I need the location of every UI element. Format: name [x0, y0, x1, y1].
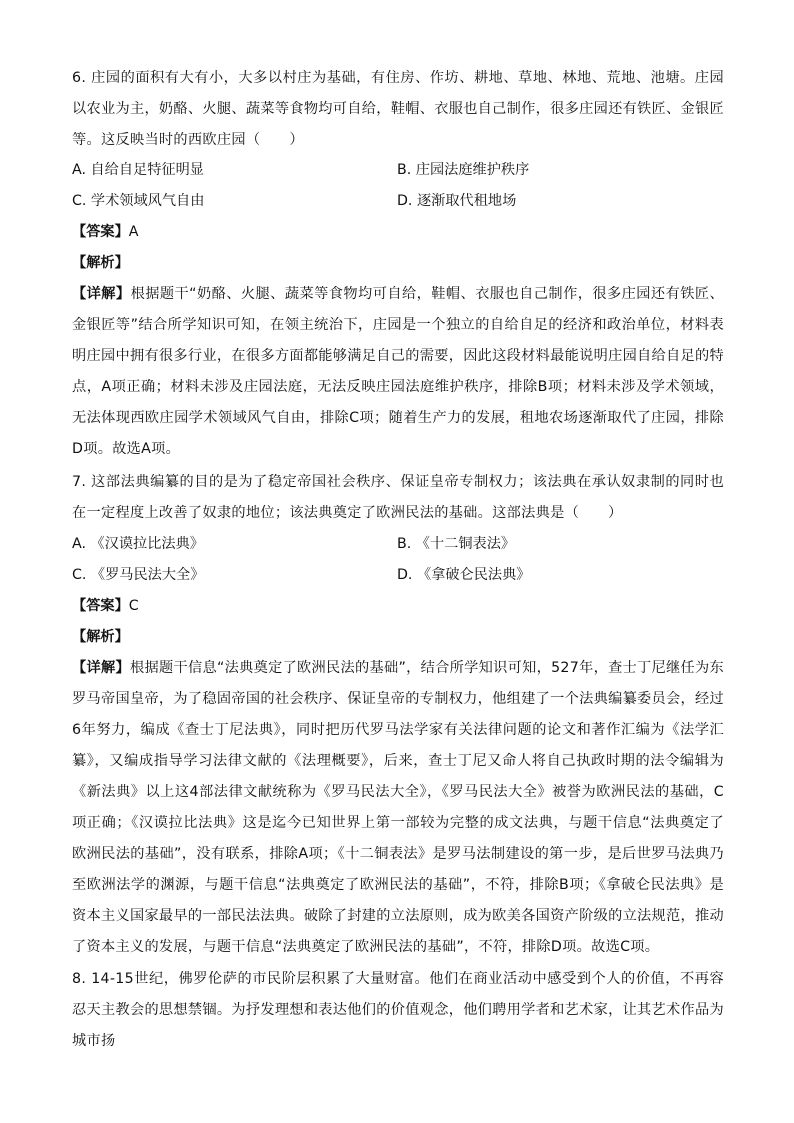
q6-option-a: A. 自给自足特征明显 — [72, 162, 204, 178]
q7-detail: 根据题干信息“法典奠定了欧洲民法的基础”，结合所学知识可知，527年，查士丁尼继任为东罗马帝国皇帝，为了稳固帝国的社会秩序、保证皇帝的专制权力，他组建了一个法典编纂委员会，经过6年努力，编成《查士丁尼法典》，同时把历代罗马法学家有关法律问题的论文和著作汇编为《法学汇纂》，又编成指导学习法律文献的《法理概要》，后来，查士丁尼又命人将自己执政时期的法令编辑为《新法典》以上这4部法律文献统称为《罗马民法大全》，《罗马民法大全》被誉为欧洲民法的基础，C项正确；《汉谟拉比法典》这是迄今已知世界上第一部较为完整的成文法典，与题干信息“法典奠定了欧洲民法的基础”，没有联系，排除A项；《十二铜表法》是罗马法制建设的第一步，是后世罗马法典乃至欧洲法学的渊源，与题干信息“法典奠定了欧洲民法的基础”，不符，排除B项；《拿破仑民法典》是资本主义国家最早的一部民法法典。破除了封建的立法原则，成为欧美各国资产阶级的立法规范，推动了资本主义的发展，与题干信息“法典奠定了欧洲民法的基础”，不符，排除D项。故选C项。 — [72, 660, 725, 955]
q7-detail-paragraph — [72, 653, 724, 963]
q7-analysis-label: 【解析】 — [72, 629, 129, 645]
q7-answer-label: 【答案】 — [72, 598, 129, 614]
q7-stem: 7. 这部法典编纂的目的是为了稳定帝国社会秩序、保证皇帝专制权力；该法典在承认奴隶制的同时也在一定程度上改善了奴隶的地位；该法典奠定了欧洲民法的基础。这部法典是（ ） — [72, 474, 724, 521]
q7-answer-line — [72, 596, 139, 616]
q6-stem: 6. 庄园的面积有大有小，大多以村庄为基础，有住房、作坊、耕地、草地、林地、荒地、池塘。庄园以农业为主，奶酪、火腿、蔬菜等食物均可自给，鞋帽、衣服也自己制作，很多庄园还有铁匠、金银匠等。这反映当时的西欧庄园（ ） — [72, 70, 724, 148]
q7-option-a: A. 《汉谟拉比法典》 — [72, 536, 204, 552]
q6-answer: A — [128, 224, 139, 240]
q7-option-b: B. 《十二铜表法》 — [397, 536, 516, 552]
q7-option-c: C. 《罗马民法大全》 — [72, 567, 205, 583]
q6-detail-paragraph — [72, 279, 724, 465]
q6-analysis-label: 【解析】 — [72, 255, 129, 271]
q6-answer-label: 【答案】 — [72, 224, 129, 240]
q7-option-d: D. 《拿破仑民法典》 — [397, 567, 531, 583]
q6-answer-line — [72, 222, 138, 242]
q8-stem: 8. 14-15世纪，佛罗伦萨的市民阶层积累了大量财富。他们在商业活动中感受到个人的价值，不再容忍天主教会的思想禁锢。为抒发理想和表达他们的价值观念，他们聘用学者和艺术家，让其艺术作品为城市扬 — [72, 971, 724, 1049]
q6-option-b: B. 庄园法庭维护秩序 — [397, 162, 530, 178]
q7-detail-label: 【详解】 — [72, 660, 130, 676]
q6-option-d: D. 逐渐取代租地场 — [397, 193, 517, 209]
q6-detail: 根据题干“奶酪、火腿、蔬菜等食物均可自给，鞋帽、衣服也自己制作，很多庄园还有铁匠、金银匠等”结合所学知识可知，在领主统治下，庄园是一个独立的自给自足的经济和政治单位，材料表明庄园中拥有很多行业，在很多方面都能够满足自己的需要，因此这段材料最能说明庄园自给自足的特点，A项正确；材料未涉及庄园法庭，无法反映庄园法庭维护秩序，排除B项；材料未涉及学术领域，无法体现西欧庄园学术领域风气自由，排除C项；随着生产力的发展，租地农场逐渐取代了庄园，排除D项。故选A项。 — [72, 286, 724, 457]
q7-answer: C — [128, 598, 139, 614]
q6-detail-label: 【详解】 — [72, 286, 131, 302]
q6-option-c: C. 学术领域风气自由 — [72, 193, 205, 209]
